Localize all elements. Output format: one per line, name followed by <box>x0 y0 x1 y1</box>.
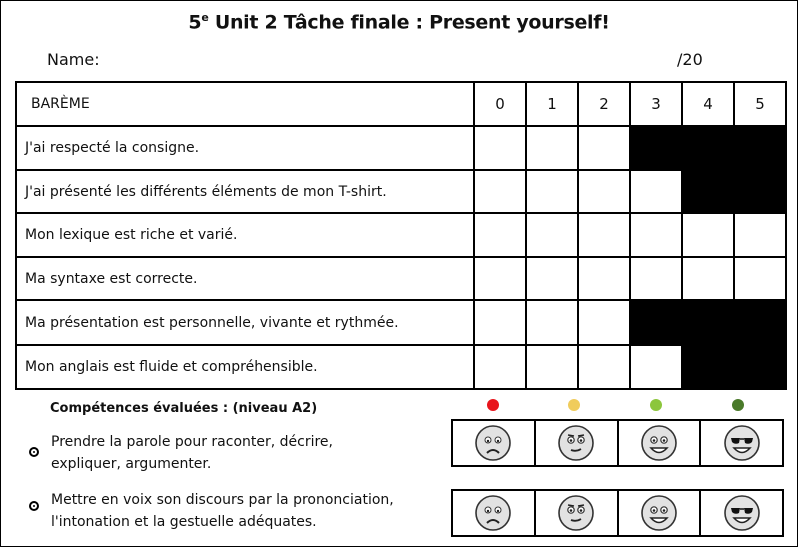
face-cell[interactable] <box>701 421 782 465</box>
criterion-row <box>16 345 786 389</box>
score-cell-0[interactable] <box>474 126 526 170</box>
sad-face-icon <box>474 424 512 462</box>
blocked-score-cell <box>682 126 734 170</box>
criterion-row <box>16 300 786 345</box>
score-cell-3[interactable] <box>630 170 682 213</box>
sad-face-icon <box>474 494 512 532</box>
grading-grid <box>15 81 787 390</box>
score-cell-2[interactable] <box>578 345 630 389</box>
criterion-label: J'ai respecté la consigne. <box>16 126 474 170</box>
score-cell-5[interactable] <box>734 257 786 300</box>
criterion-row <box>16 170 786 213</box>
competence-item <box>29 489 451 533</box>
criterion-label: J'ai présenté les différents éléments de mon T-shirt. <box>16 170 474 213</box>
score-cell-5[interactable] <box>734 213 786 257</box>
blocked-score-cell <box>630 126 682 170</box>
face-cell[interactable] <box>453 421 536 465</box>
score-total-label: /20 <box>677 50 703 69</box>
score-cell-1[interactable] <box>526 345 578 389</box>
face-scale-row <box>451 489 784 537</box>
score-cell-2[interactable] <box>578 126 630 170</box>
score-cell-3[interactable] <box>630 345 682 389</box>
blocked-score-cell <box>734 170 786 213</box>
score-cell-0[interactable] <box>474 300 526 345</box>
level-dot-yellow <box>568 399 580 411</box>
face-cell[interactable] <box>536 491 619 535</box>
blocked-score-cell <box>734 126 786 170</box>
face-scale-row <box>451 419 784 467</box>
competence-line: l'intonation et la gestuelle adéquates. <box>51 514 317 530</box>
criterion-label: Mon anglais est fluide et compréhensible. <box>16 345 474 389</box>
grid-header-row <box>16 82 786 126</box>
blocked-score-cell <box>734 300 786 345</box>
competence-line: Mettre en voix son discours par la prononciation, <box>51 492 394 508</box>
score-header-5: 5 <box>734 82 786 126</box>
score-header-4: 4 <box>682 82 734 126</box>
level-dot-dark-green <box>732 399 744 411</box>
score-cell-3[interactable] <box>630 257 682 300</box>
score-cell-1[interactable] <box>526 170 578 213</box>
competence-item <box>29 431 451 475</box>
bareme-header: BARÈME <box>16 82 474 126</box>
target-bullet-icon <box>29 501 39 511</box>
score-header-1: 1 <box>526 82 578 126</box>
blocked-score-cell <box>734 345 786 389</box>
face-cell[interactable] <box>453 491 536 535</box>
level-dot-red <box>487 399 499 411</box>
face-cell[interactable] <box>619 491 702 535</box>
competence-line: expliquer, argumenter. <box>51 456 212 472</box>
criterion-row <box>16 213 786 257</box>
criterion-label: Ma syntaxe est correcte. <box>16 257 474 300</box>
score-header-3: 3 <box>630 82 682 126</box>
smile-face-icon <box>640 424 678 462</box>
criterion-label: Mon lexique est riche et varié. <box>16 213 474 257</box>
score-cell-0[interactable] <box>474 170 526 213</box>
neutral-face-icon <box>557 424 595 462</box>
name-label: Name: <box>47 50 100 69</box>
score-cell-4[interactable] <box>682 213 734 257</box>
criterion-row <box>16 126 786 170</box>
target-bullet-icon <box>29 447 39 457</box>
score-header-0: 0 <box>474 82 526 126</box>
score-cell-1[interactable] <box>526 126 578 170</box>
score-cell-1[interactable] <box>526 257 578 300</box>
score-cell-0[interactable] <box>474 213 526 257</box>
blocked-score-cell <box>682 170 734 213</box>
criterion-label: Ma présentation est personnelle, vivante et rythmée. <box>16 300 474 345</box>
score-cell-2[interactable] <box>578 170 630 213</box>
sunglasses-face-icon <box>723 424 761 462</box>
score-header-2: 2 <box>578 82 630 126</box>
score-cell-3[interactable] <box>630 213 682 257</box>
neutral-face-icon <box>557 494 595 532</box>
criterion-row <box>16 257 786 300</box>
page-title: 5e Unit 2 Tâche finale : Present yourself! <box>188 11 610 34</box>
blocked-score-cell <box>682 300 734 345</box>
score-cell-0[interactable] <box>474 257 526 300</box>
score-cell-2[interactable] <box>578 300 630 345</box>
face-cell[interactable] <box>619 421 702 465</box>
competence-line: Prendre la parole pour raconter, décrire, <box>51 434 333 450</box>
score-cell-1[interactable] <box>526 213 578 257</box>
score-cell-2[interactable] <box>578 213 630 257</box>
sunglasses-face-icon <box>723 494 761 532</box>
face-cell[interactable] <box>701 491 782 535</box>
competences-title: Compétences évaluées : (niveau A2) <box>50 401 318 416</box>
score-cell-0[interactable] <box>474 345 526 389</box>
blocked-score-cell <box>682 345 734 389</box>
smile-face-icon <box>640 494 678 532</box>
blocked-score-cell <box>630 300 682 345</box>
face-cell[interactable] <box>536 421 619 465</box>
level-dot-light-green <box>650 399 662 411</box>
score-cell-1[interactable] <box>526 300 578 345</box>
score-cell-2[interactable] <box>578 257 630 300</box>
score-cell-4[interactable] <box>682 257 734 300</box>
